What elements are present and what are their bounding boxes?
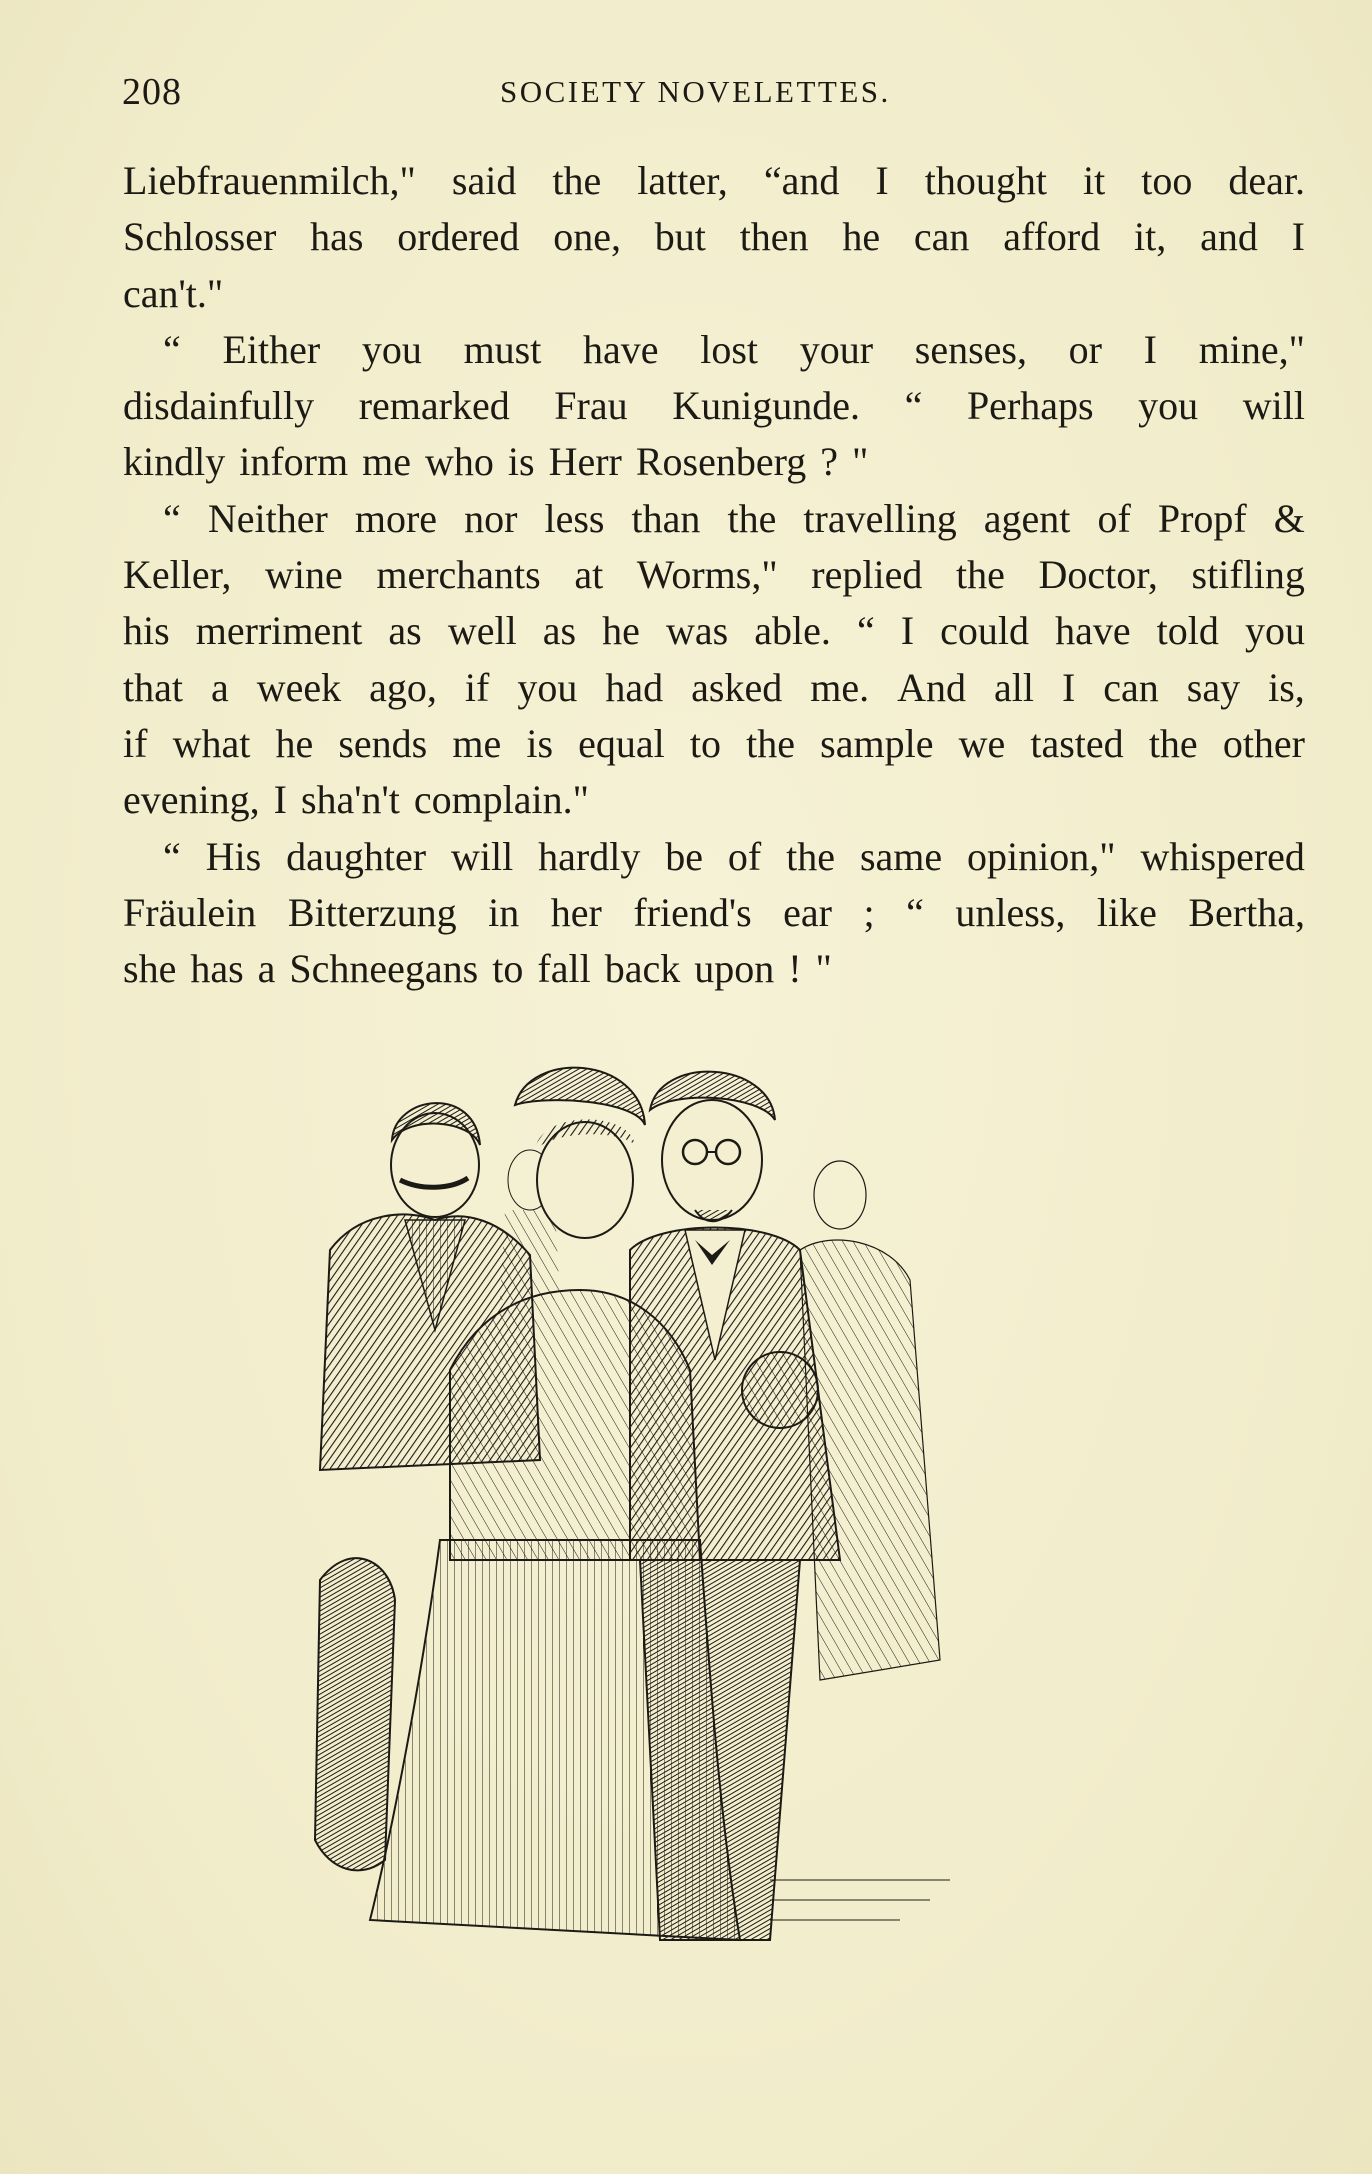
text-word: Either	[222, 326, 321, 372]
text-word: ordered	[397, 214, 520, 260]
text-word: afford	[1003, 214, 1101, 260]
doctor-figure	[630, 1072, 840, 1940]
text-word: evening,	[123, 777, 260, 823]
text-line	[123, 322, 1305, 378]
text-word: me	[362, 439, 411, 485]
text-word: a	[210, 664, 229, 710]
text-word: disdainfully	[123, 383, 315, 429]
text-word: the	[552, 158, 602, 203]
text-word: her	[550, 889, 602, 935]
text-word: like	[1096, 889, 1157, 935]
text-word: remarked	[358, 383, 510, 429]
text-word: will	[1242, 383, 1305, 429]
text-word: it	[1082, 158, 1106, 203]
text-word: I	[1291, 214, 1305, 260]
text-word: you	[361, 326, 422, 372]
text-word: Doctor,	[1038, 552, 1158, 598]
text-line	[123, 153, 1305, 209]
text-word: Propf	[1157, 495, 1247, 541]
engraving-illustration	[300, 1040, 1100, 1970]
text-word: she	[123, 946, 177, 992]
text-word: equal	[578, 720, 665, 766]
text-word: latter,	[637, 158, 728, 203]
text-word: too	[1141, 158, 1193, 203]
text-word: I	[1143, 326, 1157, 372]
text-word: Liebfrauenmilch,"	[123, 158, 416, 203]
text-word: he	[602, 608, 640, 654]
text-word: that	[123, 664, 183, 710]
text-word: he	[275, 720, 314, 766]
text-word: wine	[264, 552, 343, 598]
text-word: And	[897, 664, 966, 710]
text-word: upon	[694, 946, 775, 992]
text-word: week	[256, 664, 342, 710]
text-word: say	[1186, 664, 1241, 710]
text-word: less	[544, 495, 605, 541]
text-line	[123, 266, 1305, 322]
text-word: I	[900, 608, 915, 654]
right-background-lady-figure	[800, 1161, 940, 1680]
text-word: stifling	[1191, 552, 1305, 598]
text-word: his	[123, 608, 170, 654]
text-word: “	[163, 326, 181, 372]
text-word: Schlosser	[123, 214, 277, 260]
text-word: &	[1273, 495, 1305, 541]
text-word: asked	[691, 664, 783, 710]
text-word: the	[786, 833, 836, 879]
text-word: has	[310, 214, 364, 260]
text-word: friend's	[633, 889, 752, 935]
text-word: Fräulein	[123, 889, 257, 935]
text-word: told	[1156, 608, 1219, 654]
text-word: Keller,	[123, 552, 232, 598]
text-word: able.	[754, 608, 831, 654]
text-word: "	[815, 946, 832, 992]
text-word: one,	[553, 214, 621, 260]
page-header	[120, 70, 1310, 120]
text-word: Schneegans	[289, 946, 479, 992]
text-word: if	[123, 720, 148, 766]
text-line	[123, 885, 1305, 941]
text-word: ;	[863, 889, 875, 935]
text-word: replied	[811, 552, 923, 598]
text-word: what	[172, 720, 251, 766]
text-word: inform	[239, 439, 349, 485]
text-word: well	[447, 608, 517, 654]
text-word: than	[631, 495, 701, 541]
body-text	[123, 153, 1305, 997]
text-word: Kunigunde.	[672, 383, 860, 429]
text-word: has	[190, 946, 244, 992]
running-head: SOCIETY NOVELETTES.	[500, 74, 891, 109]
text-word: the	[746, 720, 796, 766]
text-word: can't."	[123, 270, 224, 316]
text-word: at	[574, 552, 604, 598]
text-line	[123, 491, 1305, 547]
text-word: all	[993, 664, 1034, 710]
text-word: sample	[820, 720, 934, 766]
text-word: have	[1055, 608, 1131, 654]
text-line	[123, 209, 1305, 265]
text-word: other	[1222, 720, 1305, 766]
text-word: who	[424, 439, 494, 485]
text-word: “	[906, 889, 924, 935]
text-word: back	[604, 946, 681, 992]
text-word: hardly	[538, 833, 641, 879]
text-word: me.	[810, 664, 870, 710]
text-word: you	[517, 664, 578, 710]
text-word: of	[727, 833, 762, 879]
text-word: tasted	[1030, 720, 1124, 766]
text-word: !	[788, 946, 802, 992]
text-line	[123, 434, 1305, 490]
text-line	[123, 603, 1305, 659]
text-word: and	[1200, 214, 1258, 260]
text-word: kindly	[123, 439, 226, 485]
text-word: was	[665, 608, 729, 654]
text-word: unless,	[955, 889, 1066, 935]
text-word: in	[488, 889, 520, 935]
text-word: if	[464, 664, 490, 710]
text-word: could	[940, 608, 1030, 654]
text-word: mine,"	[1198, 326, 1305, 372]
text-word: ago,	[369, 664, 437, 710]
text-line	[123, 378, 1305, 434]
text-word: fall	[537, 946, 591, 992]
text-word: lost	[700, 326, 759, 372]
text-word: or	[1068, 326, 1102, 372]
text-word: can	[913, 214, 970, 260]
text-word: as	[542, 608, 577, 654]
text-word: to	[689, 720, 722, 766]
text-word: Neither	[207, 495, 328, 541]
text-word: the	[1148, 720, 1198, 766]
text-word: His	[205, 833, 262, 879]
text-word: Rosenberg	[635, 439, 807, 485]
text-word: “	[904, 383, 923, 429]
text-word: same	[859, 833, 943, 879]
text-word: I	[1061, 664, 1076, 710]
floor-lines	[770, 1880, 950, 1920]
text-word: you	[1244, 608, 1305, 654]
text-word: be	[665, 833, 704, 879]
text-word: I	[273, 777, 287, 823]
text-word: me	[452, 720, 502, 766]
text-word: then	[739, 214, 809, 260]
text-line	[123, 547, 1305, 603]
text-word: he	[842, 214, 881, 260]
text-line	[123, 829, 1305, 885]
text-word: as	[388, 608, 422, 654]
text-word: “and	[763, 158, 840, 203]
text-word: “	[163, 495, 181, 541]
text-line	[123, 772, 1305, 828]
text-word: will	[451, 833, 514, 879]
text-word: merchants	[376, 552, 541, 598]
text-word: nor	[464, 495, 518, 541]
text-word: your	[799, 326, 874, 372]
text-word: I	[875, 158, 889, 203]
text-word: can	[1103, 664, 1159, 710]
text-word: you	[1138, 383, 1199, 429]
text-word: have	[583, 326, 659, 372]
text-word: senses,	[914, 326, 1027, 372]
text-word: Worms,"	[636, 552, 778, 598]
text-word: sends	[338, 720, 428, 766]
text-word: sha'n't	[300, 777, 400, 823]
text-line	[123, 660, 1305, 716]
text-word: a	[257, 946, 276, 992]
text-word: merriment	[195, 608, 363, 654]
text-word: is	[507, 439, 535, 485]
text-word: Bertha,	[1188, 889, 1305, 935]
text-word: ?	[820, 439, 838, 485]
text-word: we	[958, 720, 1006, 766]
text-word: Herr	[548, 439, 622, 485]
text-word: “	[163, 833, 181, 879]
text-word: had	[605, 664, 664, 710]
text-word: it,	[1134, 214, 1167, 260]
text-word: whispered	[1140, 833, 1305, 879]
text-word: Perhaps	[966, 383, 1094, 429]
text-word: travelling	[803, 495, 957, 541]
text-word: "	[851, 439, 869, 485]
text-word: Frau	[554, 383, 628, 429]
text-word: the	[727, 495, 777, 541]
text-word: thought	[924, 158, 1047, 203]
text-word: more	[354, 495, 438, 541]
ballroom-couple-engraving	[300, 1040, 1100, 1970]
text-word: the	[955, 552, 1005, 598]
text-word: said	[451, 158, 517, 203]
text-word: agent	[983, 495, 1071, 541]
text-word: dear.	[1228, 158, 1305, 203]
text-word: of	[1097, 495, 1131, 541]
text-word: “	[856, 608, 875, 654]
text-line	[123, 941, 1305, 997]
text-word: is,	[1268, 664, 1305, 710]
text-word: ear	[783, 889, 832, 935]
text-word: but	[654, 214, 706, 260]
text-word: to	[492, 946, 524, 992]
text-word: daughter	[286, 833, 427, 879]
page-number: 208	[122, 71, 182, 113]
text-word: opinion,"	[967, 833, 1116, 879]
text-word: Bitterzung	[287, 889, 457, 935]
text-word: must	[463, 326, 542, 372]
text-word: is	[526, 720, 554, 766]
text-line	[123, 716, 1305, 772]
text-word: complain."	[413, 777, 589, 823]
